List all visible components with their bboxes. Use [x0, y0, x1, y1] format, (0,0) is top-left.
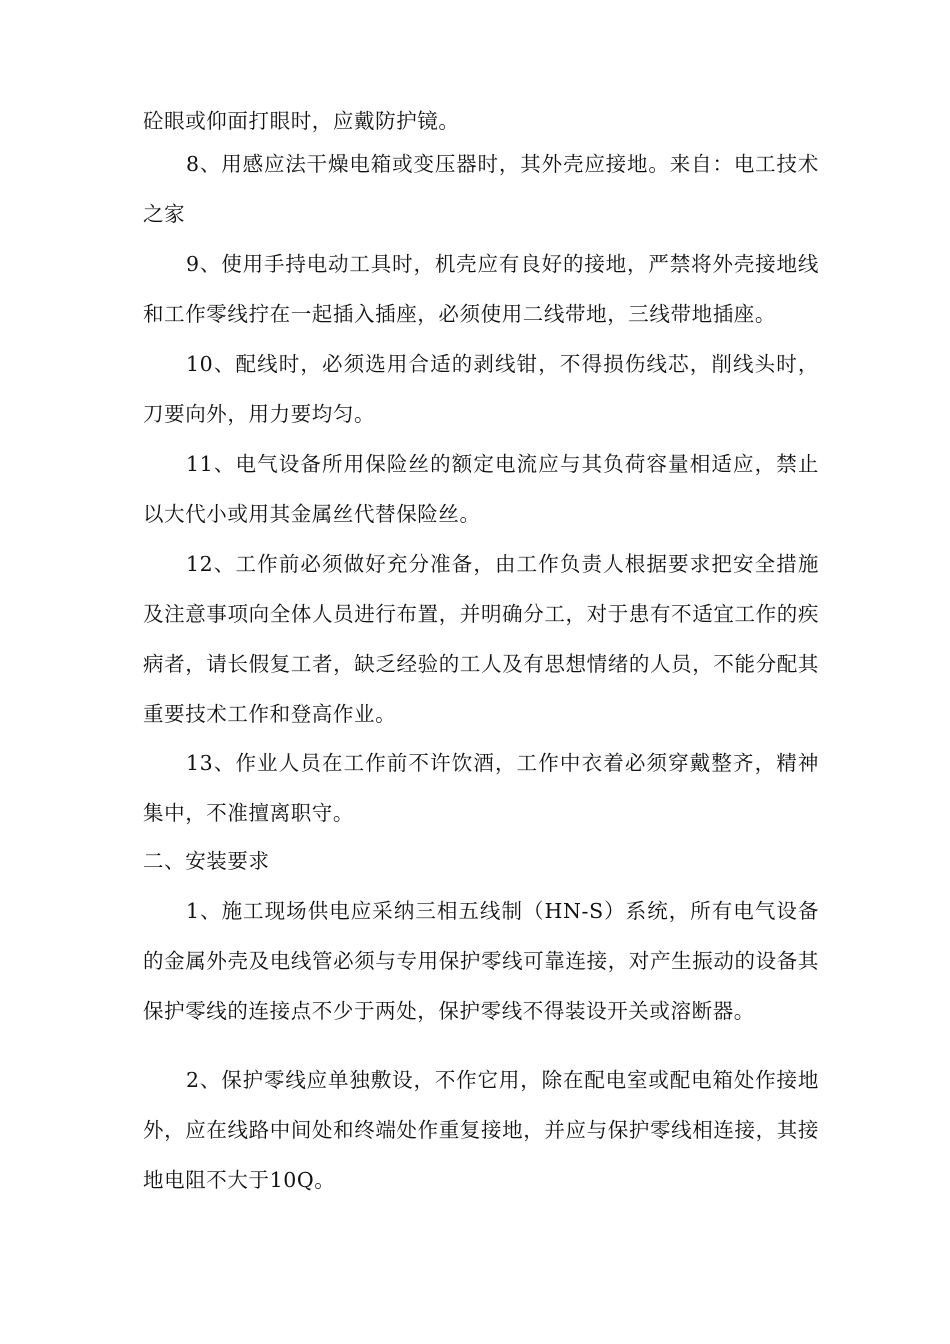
paragraph-item-8: 8、用感应法干燥电箱或变压器时，其外壳应接地。来自：电工技术之家	[143, 152, 819, 226]
paragraph-item-12: 12、工作前必须做好充分准备，由工作负责人根据要求把安全措施及注意事项向全体人员进行布置，并明确分工，对于患有不适宜工作的疾病者，请长假复工者，缺乏经验的工人及有思想情绪的人员，不能分配其重要技术工作和登高作业。	[143, 552, 819, 726]
paragraph-item-9: 9、使用手持电动工具时，机壳应有良好的接地，严禁将外壳接地线和工作零线拧在一起插入插座，必须使用二线带地，三线带地插座。	[143, 252, 819, 326]
paragraph-install-item-1: 1、施工现场供电应采纳三相五线制（HN-S）系统，所有电气设备的金属外壳及电线管必须与专用保护零线可靠连接，对产生振动的设备其保护零线的连接点不少于两处，保护零线不得装设开关或溶断器。	[143, 899, 819, 1023]
section-heading-installation: 二、安装要求	[143, 849, 270, 873]
paragraph-continuation: 砼眼或仰面打眼时，应戴防护镜。	[143, 109, 460, 133]
paragraph-item-13: 13、作业人员在工作前不许饮酒，工作中衣着必须穿戴整齐，精神集中，不准擅离职守。	[143, 751, 819, 825]
paragraph-item-10: 10、配线时，必须选用合适的剥线钳，不得损伤线芯，削线头时，刀要向外，用力要均匀。	[143, 352, 819, 426]
paragraph-install-item-2: 2、保护零线应单独敷设，不作它用，除在配电室或配电箱处作接地外，应在线路中间处和终端处作重复接地，并应与保护零线相连接，其接地电阻不大于10Q。	[143, 1068, 819, 1192]
paragraph-item-11: 11、电气设备所用保险丝的额定电流应与其负荷容量相适应，禁止以大代小或用其金属丝代替保险丝。	[143, 452, 819, 526]
